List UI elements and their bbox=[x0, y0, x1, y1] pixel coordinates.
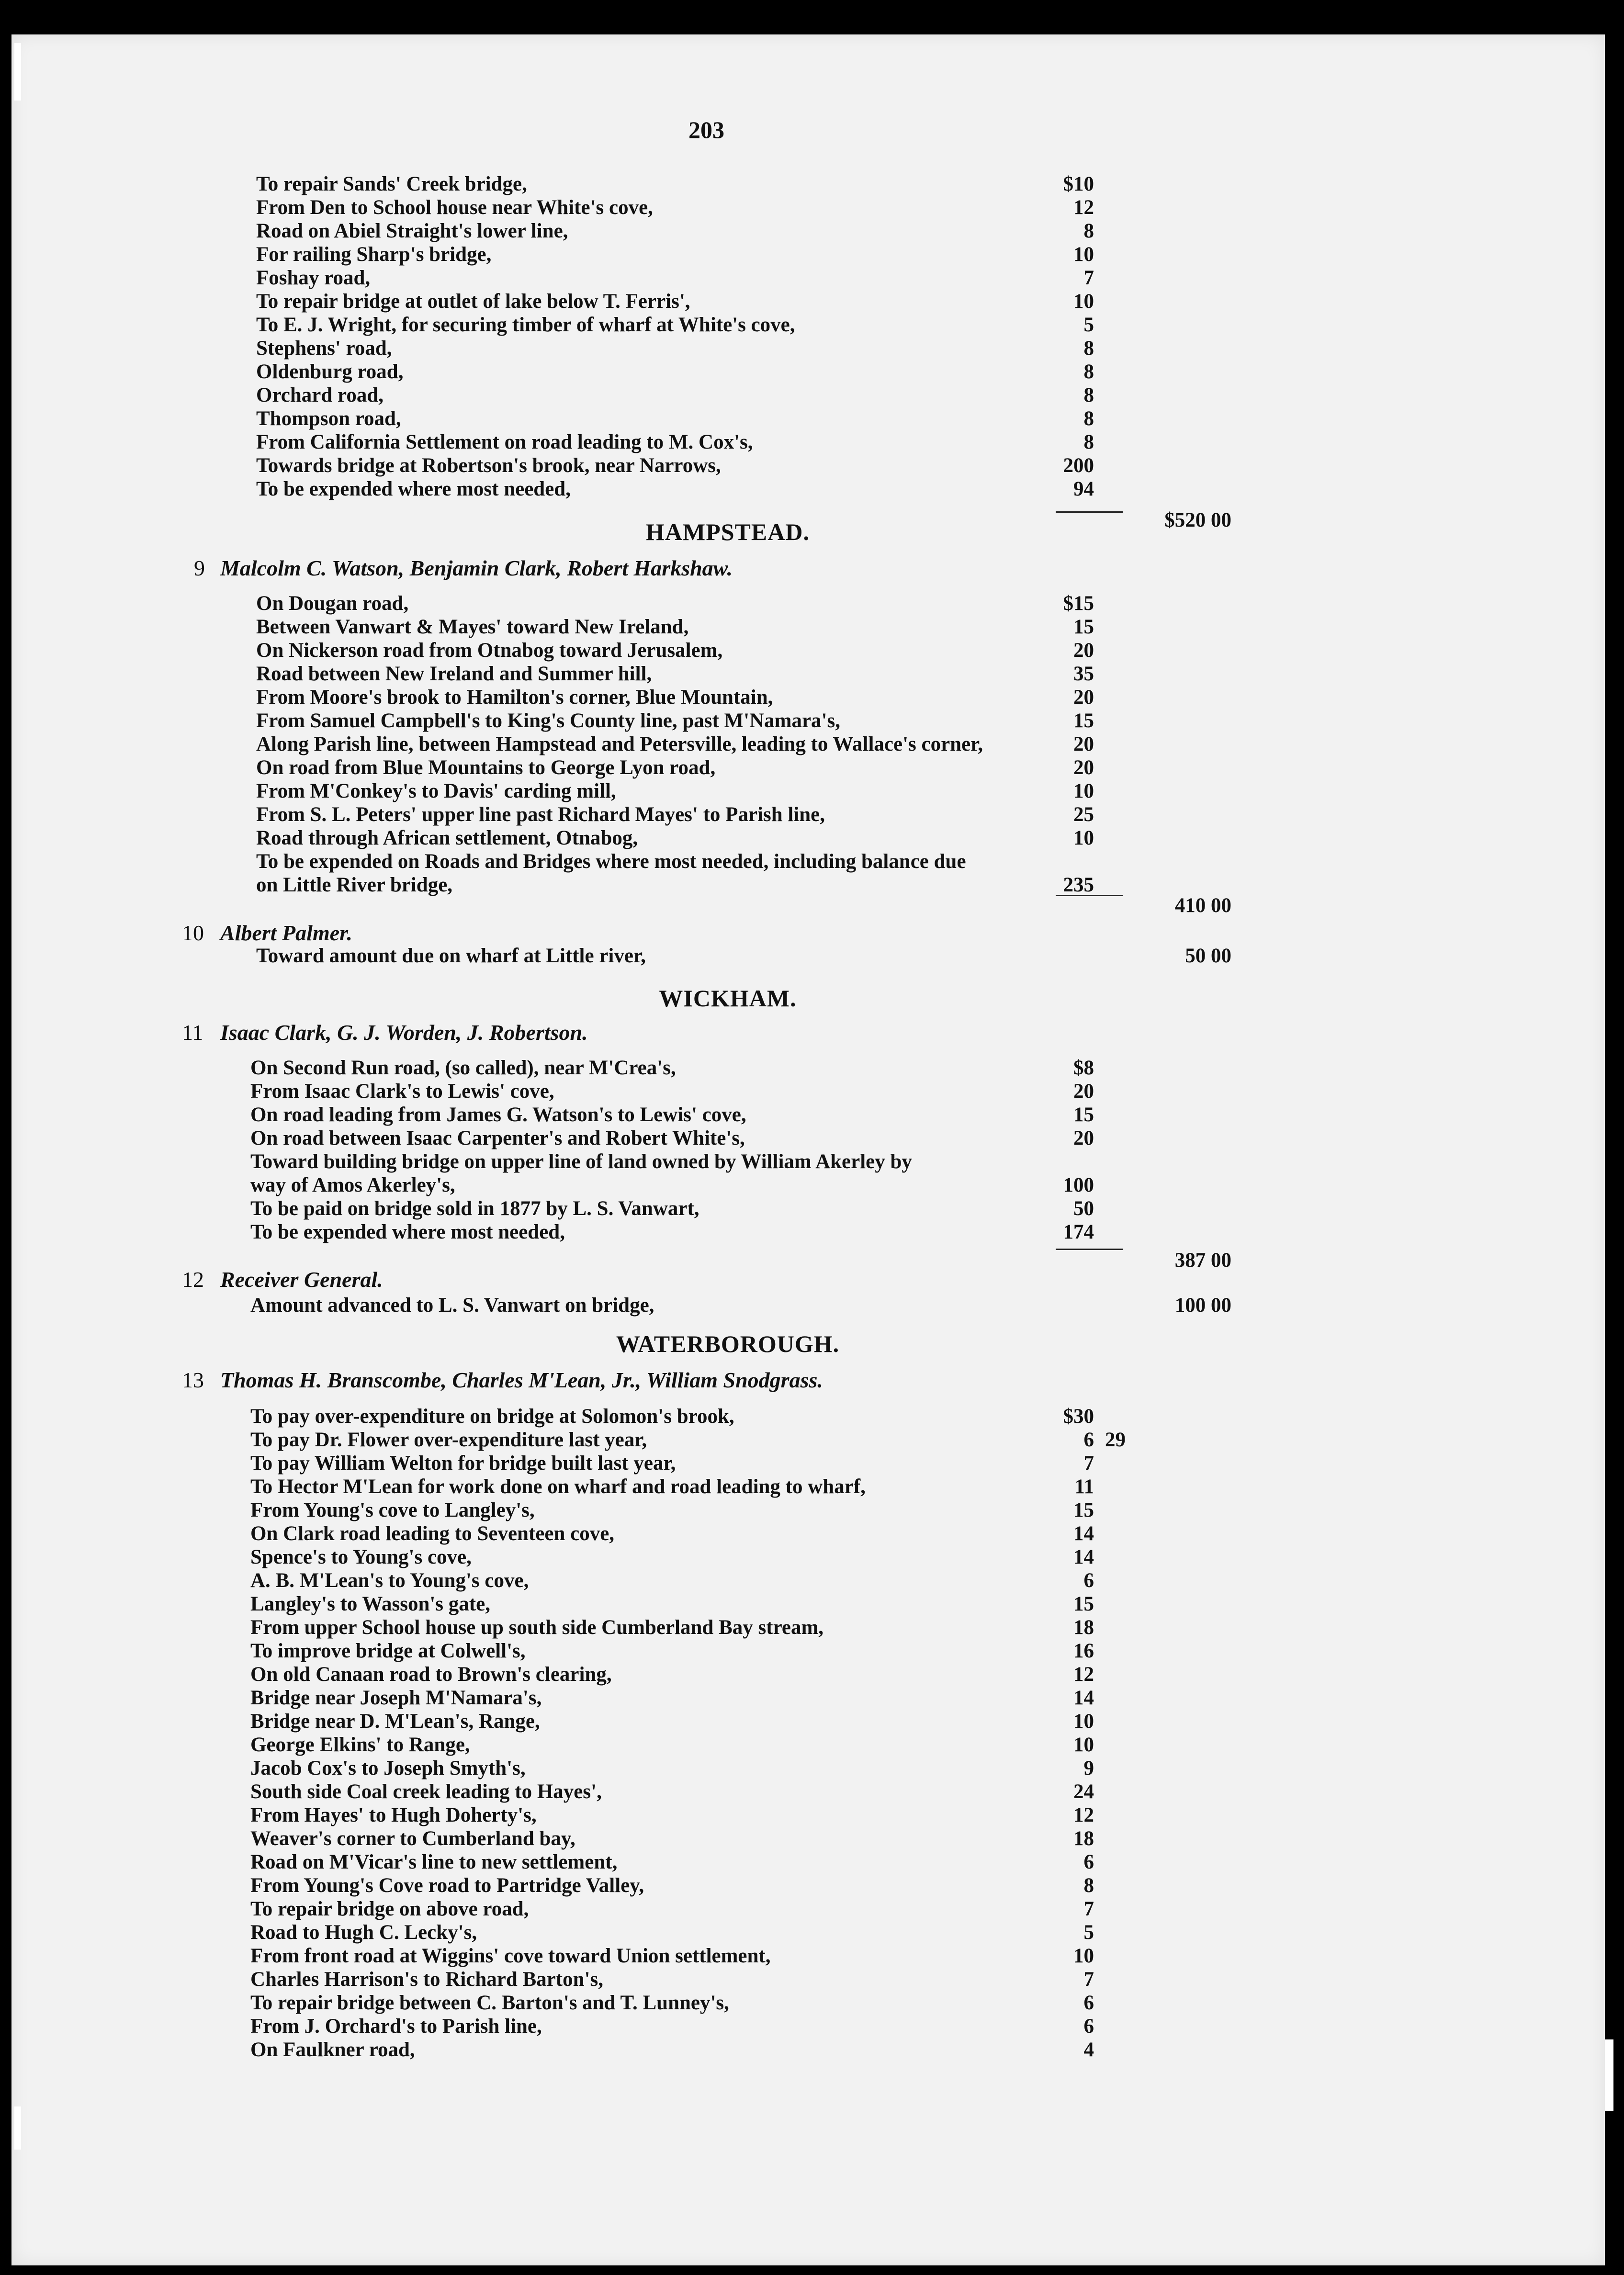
row-amount: 5 bbox=[1083, 1921, 1094, 1944]
row-amount: 15 bbox=[1073, 710, 1094, 732]
row-amount: 8 bbox=[1083, 337, 1094, 360]
row-amount: 10 bbox=[1073, 1710, 1094, 1733]
row-description: way of Amos Akerley's, bbox=[250, 1174, 455, 1196]
row-description: To be paid on bridge sold in 1877 by L. S. Vanwart, bbox=[250, 1197, 699, 1220]
row-description: On Second Run road, (so called), near M'Crea's, bbox=[250, 1057, 676, 1079]
row-description: From Moore's brook to Hamilton's corner, Blue Mountain, bbox=[256, 686, 773, 709]
row-amount: $10 bbox=[1063, 173, 1094, 195]
row-description: From Young's Cove road to Partridge Valley, bbox=[250, 1874, 644, 1897]
row-description: South side Coal creek leading to Hayes', bbox=[250, 1780, 602, 1803]
row-description: Road through African settlement, Otnabog, bbox=[256, 827, 638, 849]
row-description: Bridge near D. M'Lean's, Range, bbox=[250, 1710, 540, 1733]
row-amount: 15 bbox=[1073, 616, 1094, 638]
row-amount: 20 bbox=[1073, 686, 1094, 709]
row-description: To pay Dr. Flower over-expenditure last year, bbox=[250, 1429, 647, 1451]
row-amount: 7 bbox=[1083, 1968, 1094, 1991]
row-amount: 6 bbox=[1083, 1992, 1094, 2014]
row-description: From upper School house up south side Cumberland Bay stream, bbox=[250, 1616, 824, 1639]
row-description: To be expended where most needed, bbox=[256, 478, 571, 500]
row-description: From Den to School house near White's cove, bbox=[256, 196, 653, 219]
row-amount: 5 bbox=[1083, 314, 1094, 336]
row-description: A. B. M'Lean's to Young's cove, bbox=[250, 1569, 529, 1592]
page-number: 203 bbox=[688, 116, 724, 143]
row-amount: 10 bbox=[1073, 1734, 1094, 1756]
row-amount: 6 bbox=[1083, 1851, 1094, 1873]
row-description: To improve bridge at Colwell's, bbox=[250, 1640, 526, 1662]
row-description: From J. Orchard's to Parish line, bbox=[250, 2015, 542, 2038]
item12-commissioners: Receiver General. bbox=[220, 1267, 383, 1292]
row-description: Thompson road, bbox=[256, 407, 401, 430]
row-amount: 10 bbox=[1073, 780, 1094, 802]
row-description: To repair Sands' Creek bridge, bbox=[256, 173, 527, 195]
right-edge-mark bbox=[1605, 2039, 1613, 2111]
row-description: On road from Blue Mountains to George Lyon road, bbox=[256, 756, 716, 779]
row-description: On road between Isaac Carpenter's and Robert White's, bbox=[250, 1127, 745, 1149]
row-description: On Faulkner road, bbox=[250, 2038, 415, 2061]
row-amount: 15 bbox=[1073, 1593, 1094, 1615]
row-description: To repair bridge on above road, bbox=[250, 1898, 529, 1920]
row-amount: 10 bbox=[1073, 243, 1094, 266]
row-amount: 200 bbox=[1063, 454, 1094, 477]
row-amount: 8 bbox=[1083, 1874, 1094, 1897]
row-amount: 10 bbox=[1073, 290, 1094, 313]
wickham-commissioners: Isaac Clark, G. J. Worden, J. Robertson. bbox=[220, 1020, 588, 1045]
waterborough-commissioners: Thomas H. Branscombe, Charles M'Lean, Jr., William Snodgrass. bbox=[220, 1368, 823, 1392]
row-description: Orchard road, bbox=[256, 384, 383, 406]
row-description: On road leading from James G. Watson's to Lewis' cove, bbox=[250, 1104, 746, 1126]
row-description: Oldenburg road, bbox=[256, 360, 404, 383]
row-description: Toward building bridge on upper line of land owned by William Akerley by bbox=[250, 1150, 912, 1173]
row-amount: 20 bbox=[1073, 756, 1094, 779]
row-description: On Dougan road, bbox=[256, 592, 409, 615]
row-description: Stephens' road, bbox=[256, 337, 392, 360]
row-description: To repair bridge between C. Barton's and T. Lunney's, bbox=[250, 1992, 729, 2014]
row-description: To Hector M'Lean for work done on wharf and road leading to wharf, bbox=[250, 1475, 866, 1498]
row-description: From Hayes' to Hugh Doherty's, bbox=[250, 1804, 537, 1826]
row-amount: 11 bbox=[1074, 1475, 1094, 1498]
row-amount: 7 bbox=[1083, 267, 1094, 289]
row-amount: 6 bbox=[1083, 2015, 1094, 2038]
row-description: Road on M'Vicar's line to new settlement, bbox=[250, 1851, 618, 1873]
row-amount: 235 bbox=[1063, 874, 1094, 896]
left-edge-mark bbox=[14, 43, 21, 101]
waterborough-item-number: 13 bbox=[182, 1368, 204, 1392]
row-amount: 18 bbox=[1073, 1827, 1094, 1850]
row-amount: 20 bbox=[1073, 1127, 1094, 1149]
total-a: $520 00 bbox=[1164, 509, 1231, 531]
row-amount: 6 bbox=[1083, 1569, 1094, 1592]
row-description: From M'Conkey's to Davis' carding mill, bbox=[256, 780, 616, 802]
row-description: Towards bridge at Robertson's brook, near Narrows, bbox=[256, 454, 721, 477]
row-description: Weaver's corner to Cumberland bay, bbox=[250, 1827, 575, 1850]
row-amount: 8 bbox=[1083, 431, 1094, 453]
row-amount: 20 bbox=[1073, 1080, 1094, 1103]
item10-description: Toward amount due on wharf at Little river, bbox=[256, 945, 646, 967]
row-description: Spence's to Young's cove, bbox=[250, 1546, 472, 1568]
left-edge-mark-lower bbox=[14, 2106, 21, 2150]
row-amount: 8 bbox=[1083, 384, 1094, 406]
row-amount: 24 bbox=[1073, 1780, 1094, 1803]
hampstead-commissioners: Malcolm C. Watson, Benjamin Clark, Robert Harkshaw. bbox=[220, 556, 733, 580]
item10-item-number: 10 bbox=[182, 921, 204, 945]
row-amount: 4 bbox=[1083, 2038, 1094, 2061]
row-description: On old Canaan road to Brown's clearing, bbox=[250, 1663, 612, 1686]
item12-item-number: 12 bbox=[182, 1267, 204, 1292]
row-amount: 174 bbox=[1063, 1221, 1094, 1243]
row-description: To pay William Welton for bridge built last year, bbox=[250, 1452, 676, 1475]
row-amount: 10 bbox=[1073, 1945, 1094, 1967]
row-amount: $30 bbox=[1063, 1405, 1094, 1428]
row-description: To repair bridge at outlet of lake below T. Ferris', bbox=[256, 290, 690, 313]
row-amount: 20 bbox=[1073, 639, 1094, 662]
row-description: From Isaac Clark's to Lewis' cove, bbox=[250, 1080, 554, 1103]
row-description: On Clark road leading to Seventeen cove, bbox=[250, 1522, 615, 1545]
row-description: From California Settlement on road leading to M. Cox's, bbox=[256, 431, 753, 453]
heading-hampstead: HAMPSTEAD. bbox=[646, 518, 810, 545]
wickham-item-number: 11 bbox=[182, 1020, 203, 1045]
heading-waterborough: WATERBOROUGH. bbox=[616, 1330, 840, 1357]
row-description: Foshay road, bbox=[256, 267, 371, 289]
row-description: Road on Abiel Straight's lower line, bbox=[256, 220, 568, 242]
row-amount: $8 bbox=[1073, 1057, 1094, 1079]
row-amount: 14 bbox=[1073, 1687, 1094, 1709]
item12-description: Amount advanced to L. S. Vanwart on bridge, bbox=[250, 1294, 654, 1317]
row-description: From S. L. Peters' upper line past Richard Mayes' to Parish line, bbox=[256, 803, 825, 826]
row-description: From Young's cove to Langley's, bbox=[250, 1499, 535, 1521]
row-amount: 25 bbox=[1073, 803, 1094, 826]
row-amount: $15 bbox=[1063, 592, 1094, 615]
row-description: To be expended on Roads and Bridges where most needed, including balance due bbox=[256, 850, 966, 873]
row-description: On Nickerson road from Otnabog toward Jerusalem, bbox=[256, 639, 723, 662]
row-description: To pay over-expenditure on bridge at Solomon's brook, bbox=[250, 1405, 734, 1428]
row-cents: 29 bbox=[1105, 1429, 1126, 1451]
row-amount: 20 bbox=[1073, 733, 1094, 755]
row-description: To be expended where most needed, bbox=[250, 1221, 565, 1243]
row-description: To E. J. Wright, for securing timber of wharf at White's cove, bbox=[256, 314, 795, 336]
row-amount: 7 bbox=[1083, 1898, 1094, 1920]
row-description: Charles Harrison's to Richard Barton's, bbox=[250, 1968, 603, 1991]
heading-wickham: WICKHAM. bbox=[659, 985, 797, 1012]
total-wickham: 387 00 bbox=[1174, 1249, 1231, 1272]
row-description: Between Vanwart & Mayes' toward New Ireland, bbox=[256, 616, 689, 638]
row-amount: 6 bbox=[1083, 1429, 1094, 1451]
item10-total: 50 00 bbox=[1185, 945, 1231, 967]
row-amount: 16 bbox=[1073, 1640, 1094, 1662]
row-description: on Little River bridge, bbox=[256, 874, 453, 896]
row-description: Jacob Cox's to Joseph Smyth's, bbox=[250, 1757, 526, 1779]
row-description: Road to Hugh C. Lecky's, bbox=[250, 1921, 477, 1944]
row-amount: 12 bbox=[1073, 1663, 1094, 1686]
row-amount: 12 bbox=[1073, 1804, 1094, 1826]
row-amount: 14 bbox=[1073, 1546, 1094, 1568]
row-description: Langley's to Wasson's gate, bbox=[250, 1593, 490, 1615]
row-amount: 8 bbox=[1083, 407, 1094, 430]
row-amount: 7 bbox=[1083, 1452, 1094, 1475]
total-hampstead: 410 00 bbox=[1174, 894, 1231, 917]
row-amount: 12 bbox=[1073, 196, 1094, 219]
row-description: George Elkins' to Range, bbox=[250, 1734, 470, 1756]
row-description: From front road at Wiggins' cove toward Union settlement, bbox=[250, 1945, 771, 1967]
row-description: Bridge near Joseph M'Namara's, bbox=[250, 1687, 542, 1709]
row-amount: 100 bbox=[1063, 1174, 1094, 1196]
row-description: For railing Sharp's bridge, bbox=[256, 243, 492, 266]
row-amount: 35 bbox=[1073, 663, 1094, 685]
row-amount: 10 bbox=[1073, 827, 1094, 849]
row-amount: 8 bbox=[1083, 220, 1094, 242]
row-description: Road between New Ireland and Summer hill, bbox=[256, 663, 652, 685]
item12-total: 100 00 bbox=[1174, 1294, 1231, 1317]
row-amount: 14 bbox=[1073, 1522, 1094, 1545]
row-amount: 15 bbox=[1073, 1499, 1094, 1521]
row-amount: 18 bbox=[1073, 1616, 1094, 1639]
row-amount: 15 bbox=[1073, 1104, 1094, 1126]
row-description: From Samuel Campbell's to King's County line, past M'Namara's, bbox=[256, 710, 840, 732]
row-amount: 94 bbox=[1073, 478, 1094, 500]
row-amount: 50 bbox=[1073, 1197, 1094, 1220]
row-amount: 8 bbox=[1083, 360, 1094, 383]
row-description: Along Parish line, between Hampstead and Petersville, leading to Wallace's corner, bbox=[256, 733, 983, 755]
row-amount: 9 bbox=[1083, 1757, 1094, 1779]
item10-commissioners: Albert Palmer. bbox=[220, 921, 352, 945]
hampstead-item-number: 9 bbox=[194, 556, 205, 580]
